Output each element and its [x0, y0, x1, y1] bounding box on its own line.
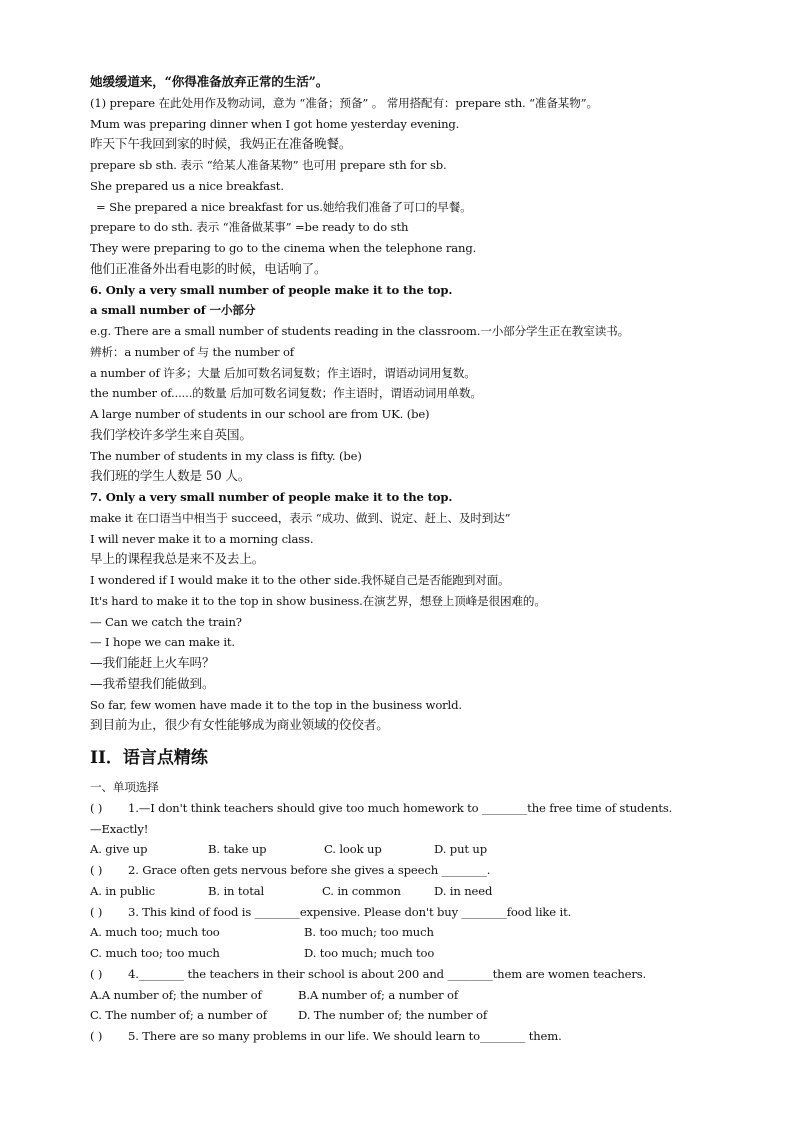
- text-line: —我们能赶上火车吗？: [90, 655, 215, 670]
- question-4: [90, 964, 710, 1026]
- question-stem: 3. This kind of food is ________expensive. Please don't buy ________food like it.: [128, 904, 572, 919]
- text-line: I wondered if I would make it to the other side.我怀疑自己是否能跑到对面。: [90, 573, 510, 587]
- text-line: — I hope we can make it.: [90, 635, 235, 650]
- text-line: She prepared us a nice breakfast.: [90, 178, 284, 193]
- text-line: A large number of students in our school are from UK. (be): [90, 407, 430, 421]
- text-line: prepare to do sth. 表示 “准备做某事” =be ready to do sth: [90, 220, 409, 235]
- question-stem: 2. Grace often gets nervous before she gives a speech ________.: [128, 863, 491, 877]
- text-line: I will never make it to a morning class.: [90, 531, 314, 546]
- question-3: [90, 902, 710, 964]
- text-line: It's hard to make it to the top in show business.在演艺界，想登上顶峰是很困难的。: [90, 593, 546, 608]
- option-b[interactable]: B. too much; too much: [304, 925, 434, 940]
- text-line: Mum was preparing dinner when I got home yesterday evening.: [90, 116, 460, 131]
- option-b[interactable]: B.A number of; a number of: [298, 987, 458, 1002]
- text-line: 7. Only a very small number of people make it to the top.: [90, 490, 453, 504]
- question-5: [90, 1026, 710, 1047]
- options-row: [90, 839, 710, 860]
- text-line: 她缓缓道来，“你得准备放弃正常的生活”。: [90, 74, 329, 89]
- answer-blank[interactable]: ( ): [90, 800, 103, 815]
- text-line: The number of students in my class is fifty. (be): [90, 448, 362, 463]
- text-line: 昨天下午我回到家的时候，我妈正在准备晚餐。: [90, 136, 352, 152]
- text-line: 我们班的学生人数是 50 人。: [90, 468, 251, 484]
- section-title: II．语言点精练: [90, 748, 208, 768]
- question-stem: 4.________ the teachers in their school is about 200 and ________them are women teachers.: [128, 966, 647, 981]
- subsection-title: 一、单项选择: [90, 780, 159, 794]
- option-b[interactable]: B. in total: [208, 883, 265, 898]
- option-d[interactable]: D. too much; much too: [304, 946, 435, 960]
- text-line: 到目前为止，很少有女性能够成为商业领域的佼佼者。: [90, 717, 389, 733]
- text-line: 早上的课程我总是来不及去上。: [90, 551, 265, 567]
- text-line: 他们正准备外出看电影的时候，电话响了。: [90, 260, 327, 276]
- option-a[interactable]: A. much too; much too: [90, 925, 220, 940]
- question-2: [90, 860, 710, 902]
- text-line: 6. Only a very small number of people make it to the top.: [90, 282, 453, 297]
- option-a[interactable]: A.A number of; the number of: [90, 987, 262, 1002]
- options-row: [90, 985, 710, 1006]
- text-line: 我们学校许多学生来自英国。: [90, 426, 252, 442]
- option-c[interactable]: C. much too; too much: [90, 946, 220, 960]
- options-row: [90, 943, 710, 964]
- text-line: — Can we catch the train?: [90, 614, 242, 629]
- text-line: a small number of 一小部分: [90, 303, 256, 318]
- text-line: 辨析：a number of 与 the number of: [90, 344, 294, 359]
- question-1: [90, 798, 710, 860]
- option-a[interactable]: A. in public: [90, 883, 156, 898]
- option-c[interactable]: C. look up: [324, 842, 382, 857]
- answer-blank[interactable]: ( ): [90, 966, 103, 981]
- option-d[interactable]: D. in need: [434, 883, 493, 898]
- answer-blank[interactable]: ( ): [90, 1029, 103, 1043]
- question-stem: 5. There are so many problems in our life. We should learn to________ them.: [128, 1029, 562, 1043]
- options-row: [90, 881, 710, 902]
- option-c[interactable]: C. The number of; a number of: [90, 1008, 267, 1023]
- text-line: prepare sb sth. 表示 “给某人准备某物” 也可用 prepare sth for sb.: [90, 158, 447, 172]
- answer-blank[interactable]: ( ): [90, 904, 103, 919]
- text-line: a number of 许多；大量 后加可数名词复数；作主语时，谓语动词用复数。: [90, 365, 476, 380]
- option-c[interactable]: C. in common: [322, 883, 401, 898]
- text-line: (1) prepare 在此处用作及物动词，意为 “准备；预备” 。 常用搭配有：prepare sth. “准备某物”。: [90, 95, 598, 110]
- text-line: e.g. There are a small number of students reading in the classroom.一小部分学生正在教室读书。: [90, 324, 630, 338]
- options-row: [90, 1005, 710, 1026]
- text-line: —我希望我们能做到。: [90, 675, 215, 691]
- document-page: [90, 72, 710, 1047]
- text-line: So far, few women have made it to the top in the business world.: [90, 697, 462, 712]
- question-stem: 1.—I don't think teachers should give too much homework to ________the free time of students.: [128, 800, 673, 815]
- option-d[interactable]: D. put up: [434, 842, 488, 857]
- text-line: make it 在口语当中相当于 succeed，表示 “成功、做到、说定、赶上、及时到达”: [90, 510, 511, 525]
- option-a[interactable]: A. give up: [90, 842, 148, 857]
- option-b[interactable]: B. take up: [208, 842, 267, 857]
- option-d[interactable]: D. The number of; the number of: [298, 1008, 488, 1023]
- text-line: the number of......的数量 后加可数名词复数；作主语时，谓语动词用单数。: [90, 386, 482, 401]
- explanation-section: [90, 72, 710, 736]
- text-line: = She prepared a nice breakfast for us.她给我们准备了可口的早餐。: [96, 199, 472, 214]
- text-line: They were preparing to go to the cinema when the telephone rang.: [90, 241, 477, 255]
- options-row: [90, 922, 710, 943]
- question-reply: —Exactly!: [90, 821, 149, 836]
- answer-blank[interactable]: ( ): [90, 863, 103, 877]
